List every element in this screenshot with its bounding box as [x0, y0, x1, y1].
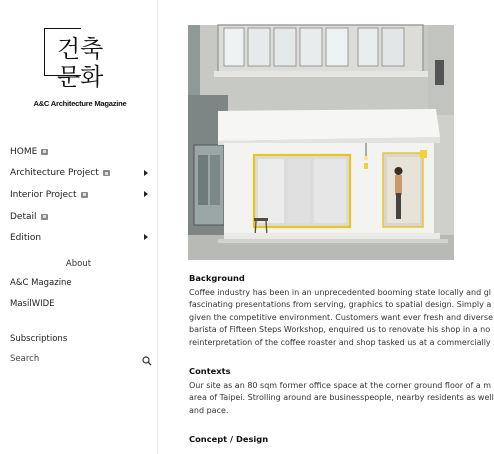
paragraph-line: barista of Fifteen Steps Workshop, enquired us to renovate his shop in a no: [189, 325, 491, 335]
search-input[interactable]: Search: [10, 354, 40, 364]
nav-item-home[interactable]: [10, 141, 150, 163]
section-heading-concept-design: Concept / Design: [189, 434, 269, 445]
about-link-masilwide[interactable]: MasilWIDE: [10, 299, 55, 309]
article-body: [189, 272, 494, 445]
chevron-right-icon[interactable]: [144, 170, 148, 176]
paragraph-line: given the competitive environment. Customers want ever fresh and diverse: [189, 312, 494, 322]
storefront-photo: [188, 25, 454, 260]
chevron-right-icon[interactable]: [144, 234, 148, 240]
image-icon: [103, 170, 110, 176]
section-heading-contexts: Contexts: [189, 366, 231, 377]
nav-item-interior-project[interactable]: [10, 184, 150, 206]
site-logo[interactable]: [32, 24, 128, 112]
nav-item-label: Architecture Project: [10, 168, 99, 179]
sidebar: [0, 0, 158, 454]
search-icon[interactable]: [142, 356, 152, 366]
image-icon: [41, 214, 48, 220]
logo-korean-line1: 건축: [57, 35, 104, 63]
nav-item-label: Detail: [10, 211, 37, 222]
nav-item-architecture-project[interactable]: [10, 163, 150, 185]
image-icon: [81, 192, 88, 198]
chevron-right-icon[interactable]: [144, 191, 148, 197]
logo-korean-line2: 문화: [57, 63, 104, 91]
section-heading-background: Background: [189, 273, 245, 283]
logo-subtitle: A&C Architecture Magazine: [33, 99, 127, 108]
main-content: [157, 0, 494, 454]
subscriptions-link[interactable]: Subscriptions: [10, 334, 68, 344]
paragraph-line: Coffee industry has been in an unprecedented booming state locally and gl: [189, 288, 492, 297]
nav-item-label: Interior Project: [10, 189, 77, 200]
about-link-ac-magazine[interactable]: A&C Magazine: [10, 278, 72, 288]
about-heading: About: [65, 259, 92, 269]
paragraph-line: area of Taipei. Strolling around are businesspeople, nearby residents as well: [189, 393, 494, 403]
image-icon: [41, 149, 48, 155]
nav-item-edition[interactable]: [10, 227, 150, 249]
nav-item-detail[interactable]: [10, 206, 150, 228]
main-nav: [10, 141, 150, 249]
paragraph-line: and pace.: [189, 405, 229, 415]
nav-item-label: HOME: [10, 146, 38, 157]
paragraph-line: reinterpretation of the coffee roaster and shop tasked us at a commercially: [189, 337, 491, 347]
paragraph-line: fascinating presentations from serving, graphics to spatial design. Simply a: [189, 300, 492, 310]
nav-item-label: Edition: [10, 233, 42, 244]
paragraph-line: Our site as an 80 sqm former office space at the corner ground floor of a m: [189, 381, 492, 391]
